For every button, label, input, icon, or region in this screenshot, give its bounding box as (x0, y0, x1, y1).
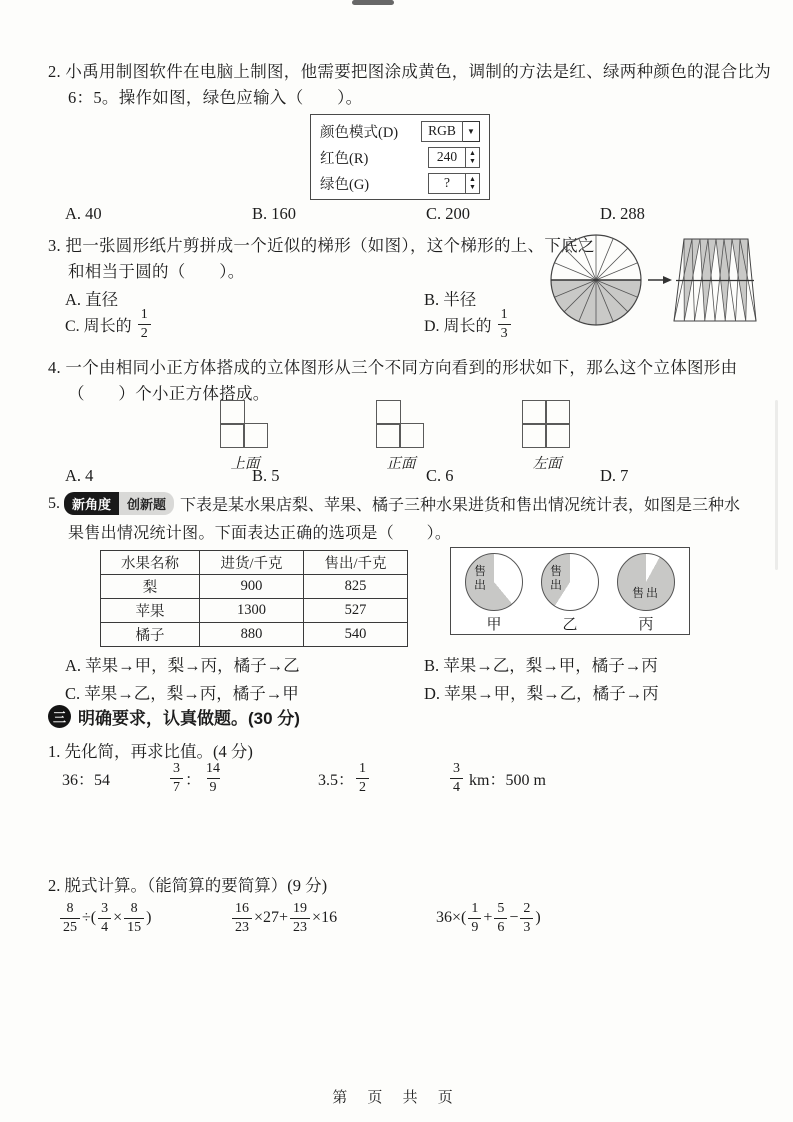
calc-expr-2: $\frac{16}{23}$ ×27+ $\frac{19}{23}$ ×16 (230, 894, 337, 942)
color-mode-dialog (310, 114, 490, 200)
cell-orange-name: 橘子 (101, 623, 200, 647)
red-value-field[interactable]: 240 (428, 147, 466, 168)
q4-option-d: D. 7 (600, 466, 629, 485)
q4-option-a: A. 4 (65, 466, 94, 485)
q4-text-line1: 4. 一个由相同小正方体搭成的立体图形从三个不同方向看到的形状如下，那么这个立体图形由 (48, 358, 738, 377)
q3-text-line2: 和相当于圆的（ ）。 (68, 262, 245, 281)
calc-expr-1: $\frac{8}{25}$ ÷( $\frac{3}{4}$ × $\frac{8}{15}$ ) (58, 894, 151, 942)
badge-innovation: 创新题 (119, 492, 174, 515)
q5-number: 5. (48, 494, 60, 512)
q5-option-b: B. 苹果→乙，梨→甲，橘子→丙 (424, 656, 658, 675)
spinner-down-icon[interactable]: ▼ (469, 157, 476, 165)
pie-chart-box (450, 547, 690, 635)
q4-option-b: B. 5 (252, 466, 280, 485)
pie-yi-caption: 乙 (562, 617, 578, 633)
cell-pear-stock: 900 (200, 575, 304, 599)
green-spinner-icon[interactable] (466, 173, 480, 194)
circle-to-trapezoid-diagram (546, 226, 778, 338)
q2-option-b: B. 160 (252, 204, 297, 223)
green-label: 绿色(G) (320, 176, 370, 193)
view-front-label: 正面 (386, 456, 416, 472)
cell-pear-sold: 825 (304, 575, 408, 599)
table-row (101, 623, 408, 647)
pie-bing (617, 553, 675, 634)
pie-yi-circle (541, 553, 599, 611)
ratio-expr-3: 3.5： $\frac{1}{2}$ (318, 756, 371, 800)
pie-yi (541, 553, 599, 634)
view-left-label: 左面 (532, 456, 562, 472)
dialog-row-mode (311, 118, 489, 144)
q3-option-b: B. 半径 (424, 290, 477, 309)
q3-option-d: D. 周长的 $\frac{1}{3}$ (424, 304, 513, 344)
q5-option-a: A. 苹果→甲，梨→丙，橘子→乙 (65, 656, 300, 675)
cell-orange-stock: 880 (200, 623, 304, 647)
table-header-row (101, 551, 408, 575)
q5-option-d: D. 苹果→甲，梨→乙，橘子→丙 (424, 684, 659, 703)
q2-option-d: D. 288 (600, 204, 645, 223)
ratio-expr-2: $\frac{3}{7}$ ： $\frac{14}{9}$ (168, 756, 225, 800)
spinner-up-icon[interactable]: ▲ (469, 175, 476, 183)
view-top-label: 上面 (230, 456, 260, 472)
q5-text-line2: 果售出情况统计图。下面表达正确的选项是（ ）。 (68, 525, 452, 542)
col-header-fruit: 水果名称 (101, 551, 200, 575)
cell-apple-name: 苹果 (101, 599, 200, 623)
cell-orange-sold: 540 (304, 623, 408, 647)
pie-yi-sold-label: 售出 (550, 564, 563, 592)
pie-bing-caption: 丙 (638, 617, 654, 633)
q5-line1-text: 下表是某水果店梨、苹果、橘子三种水果进货和售出情况统计表，如图是三种水 (180, 497, 741, 514)
q4-option-c: C. 6 (426, 466, 454, 485)
red-label: 红色(R) (320, 150, 369, 167)
spinner-up-icon[interactable]: ▲ (469, 149, 476, 157)
q5-badges (64, 492, 174, 515)
dropdown-arrow-icon[interactable]: ▼ (463, 121, 480, 142)
cell-apple-sold: 527 (304, 599, 408, 623)
q4-text-line2: （ ）个小正方体搭成。 (68, 384, 270, 403)
q2-text-line2: 6：5。操作如图，绿色应输入（ ）。 (68, 88, 363, 107)
q3-option-a: A. 直径 (65, 290, 119, 309)
scan-artifact-right (775, 400, 778, 570)
ratio-expr-4: $\frac{3}{4}$ km：500 m (448, 756, 546, 800)
ratio-expr-1: 36：54 (62, 771, 111, 789)
section-three-title: 明确要求，认真做题。(30 分) (78, 709, 300, 728)
q2-option-a: A. 40 (65, 204, 102, 223)
q5-text-line1 (48, 492, 740, 515)
pie-bing-sold-label: 售出 (632, 586, 661, 600)
scan-artifact-top (352, 0, 394, 5)
simplify-ratio-label: 1. 先化简，再求比值。(4 分) (48, 742, 253, 761)
pie-jia (465, 553, 523, 634)
section-three-icon: 三 (48, 705, 71, 728)
view-top-shape (220, 400, 268, 448)
calc-expr-3: 36×( $\frac{1}{9}$ + $\frac{5}{6}$ − $\frac{2}{3}$ ) (436, 901, 541, 935)
view-front (376, 400, 426, 473)
q3-text-line1: 3. 把一张圆形纸片剪拼成一个近似的梯形（如图），这个梯形的上、下底之 (48, 236, 595, 255)
step-calc-label: 2. 脱式计算。（能简算的要简算）(9 分) (48, 876, 328, 895)
cell-apple-stock: 1300 (200, 599, 304, 623)
dialog-row-green (311, 170, 489, 196)
table-row (101, 599, 408, 623)
color-mode-label: 颜色模式(D) (320, 124, 399, 141)
fruit-table (100, 550, 408, 647)
pie-bing-circle (617, 553, 675, 611)
q2-text-line1: 2. 小禹用制图软件在电脑上制图，他需要把图涂成黄色，调制的方法是红、绿两种颜色的混合比为 (48, 62, 771, 81)
view-left (522, 400, 572, 473)
badge-new-angle: 新角度 (64, 492, 119, 515)
q5-option-c: C. 苹果→乙，梨→丙，橘子→甲 (65, 684, 299, 703)
table-row (101, 575, 408, 599)
page-footer: 第 页 共 页 (332, 1089, 461, 1106)
red-spinner-icon[interactable] (466, 147, 480, 168)
view-left-shape (522, 400, 570, 448)
q3-option-c: C. 周长的 $\frac{1}{2}$ (65, 304, 153, 344)
view-top (220, 400, 270, 473)
col-header-stock: 进货/千克 (200, 551, 304, 575)
color-mode-select[interactable]: RGB (421, 121, 463, 142)
pie-jia-sold-label: 售出 (474, 564, 487, 592)
pie-jia-circle (465, 553, 523, 611)
pie-jia-caption: 甲 (486, 617, 502, 633)
view-front-shape (376, 400, 424, 448)
section-three-header (48, 704, 300, 729)
q2-option-c: C. 200 (426, 204, 471, 223)
cell-pear-name: 梨 (101, 575, 200, 599)
green-value-field[interactable]: ? (428, 173, 466, 194)
spinner-down-icon[interactable]: ▼ (469, 183, 476, 191)
dialog-row-red (311, 144, 489, 170)
col-header-sold: 售出/千克 (304, 551, 408, 575)
